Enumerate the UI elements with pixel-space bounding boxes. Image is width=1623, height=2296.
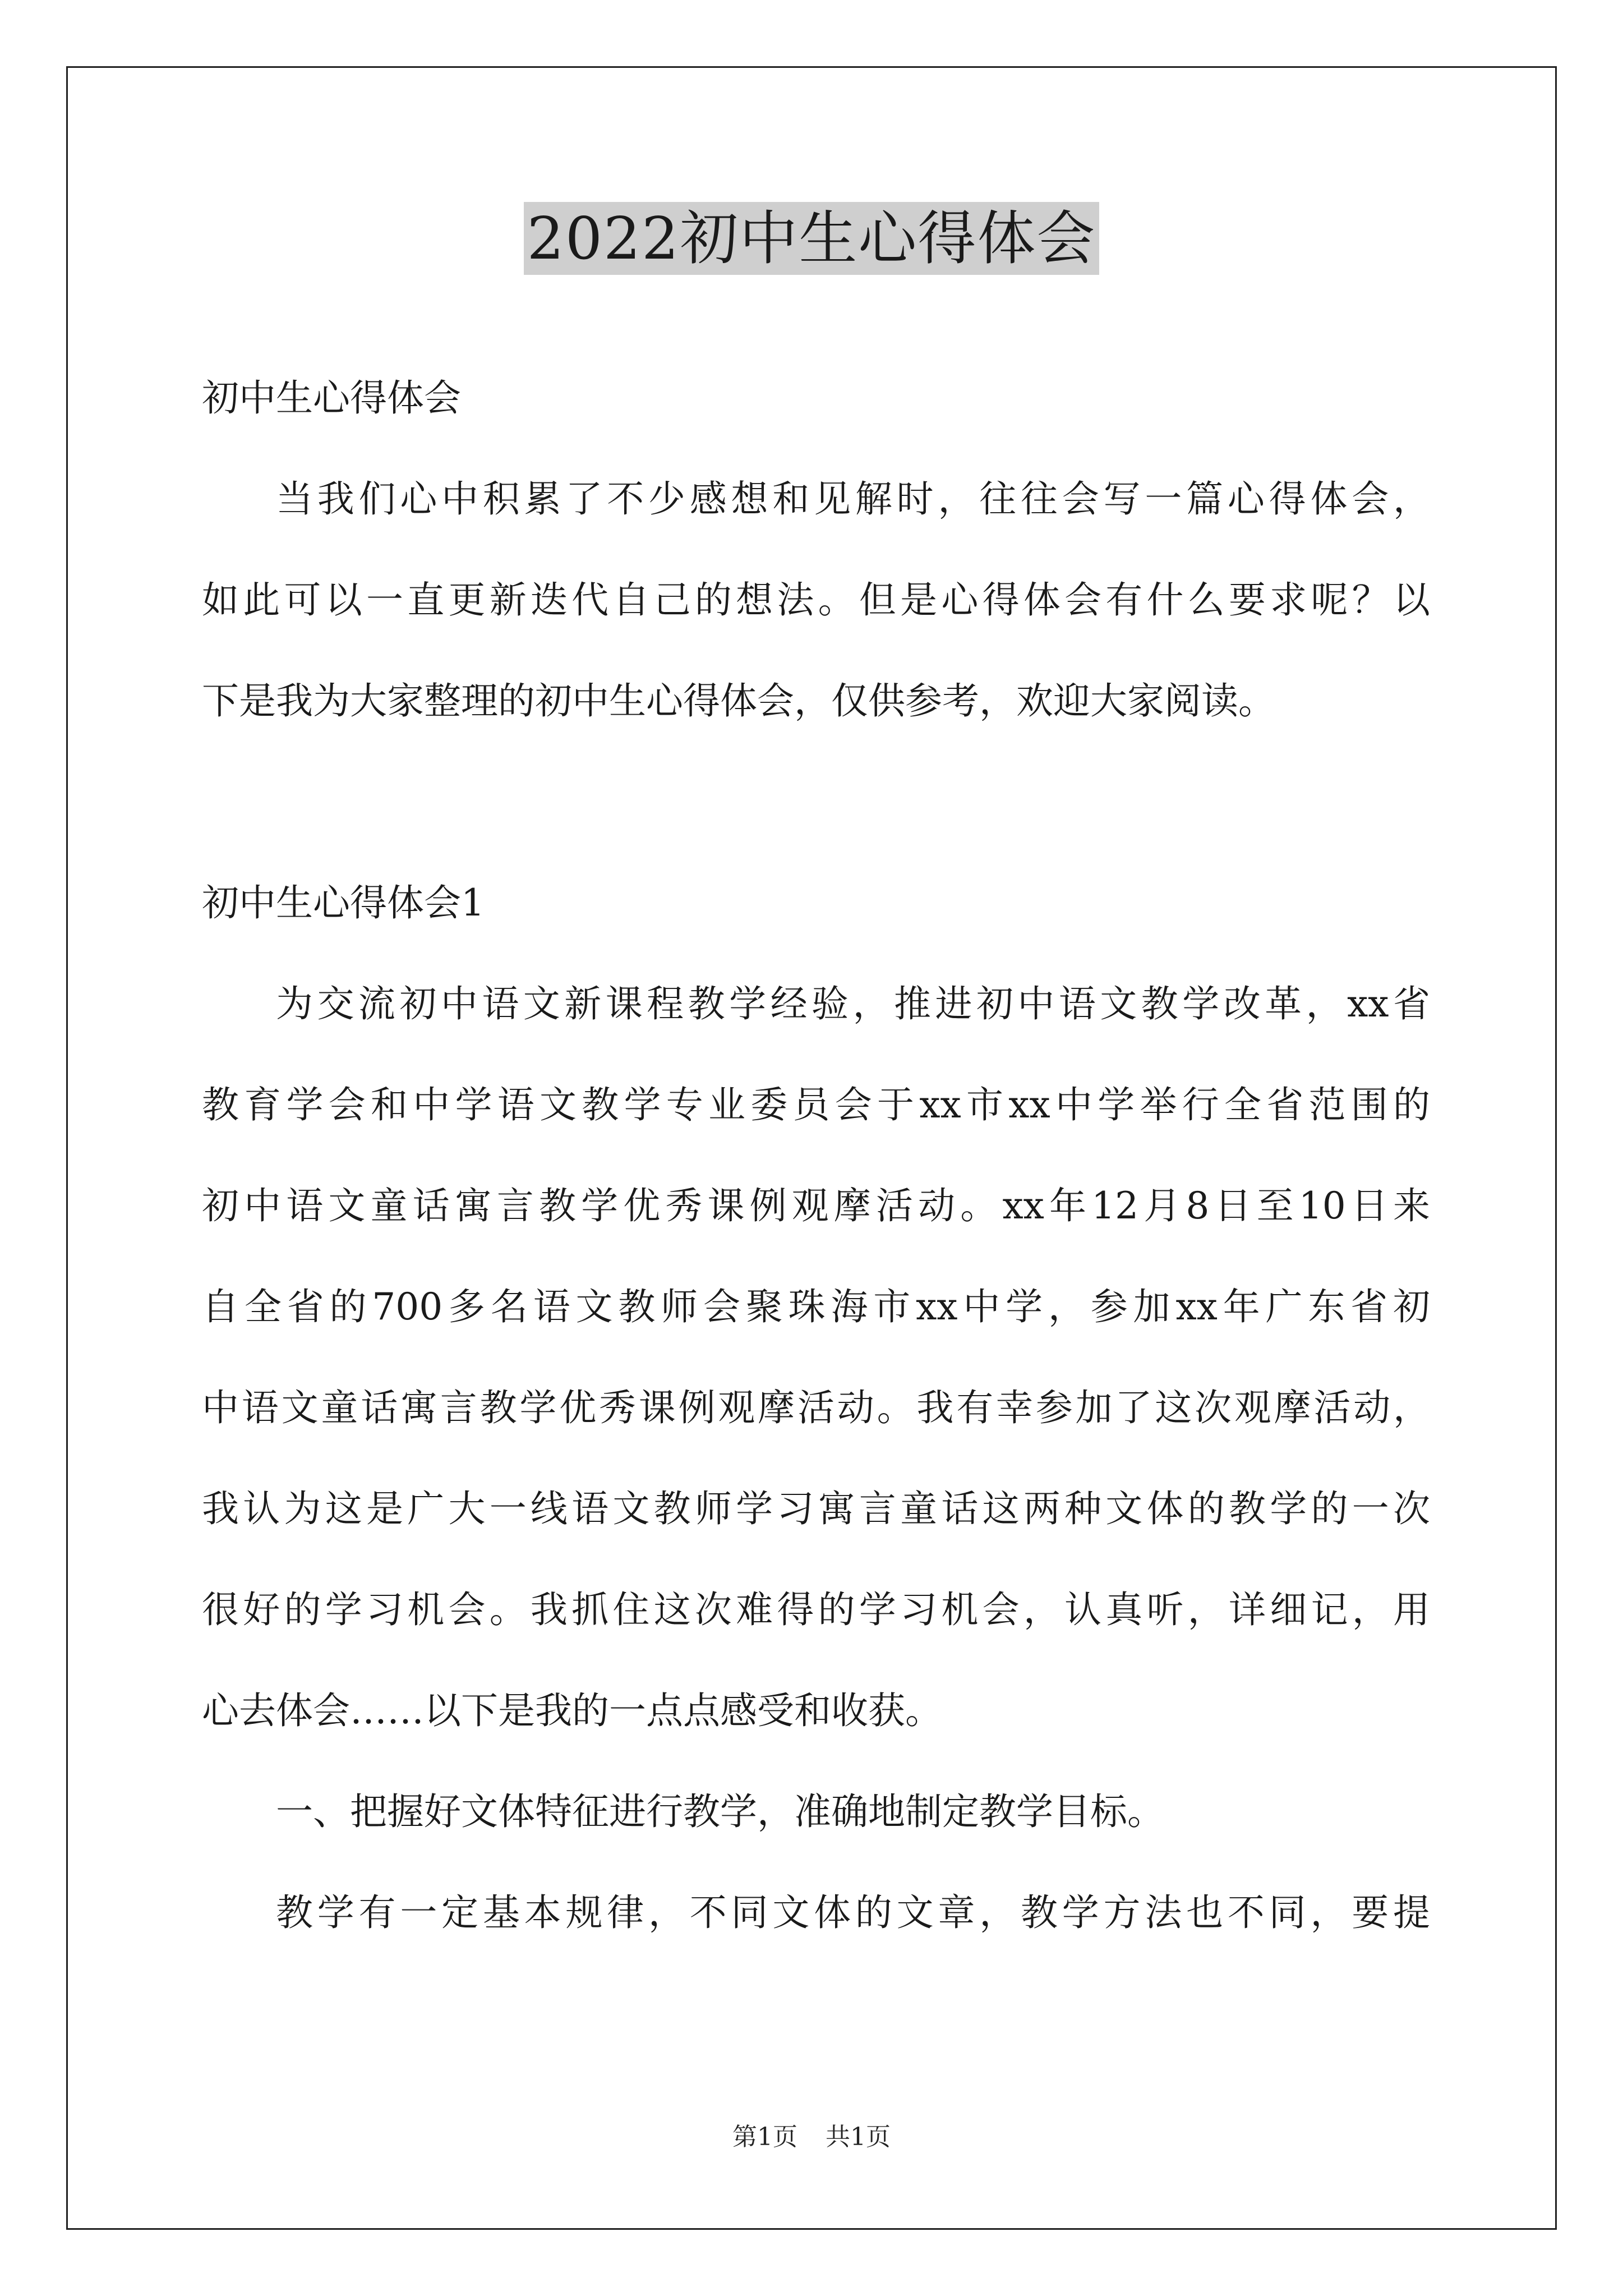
paragraph-line: 初中语文童话寓言教学优秀课例观摩活动。xx年12月8日至10日来 [202,1184,1430,1227]
paragraph-line: 很好的学习机会。我抓住这次难得的学习机会，认真听，详细记，用 [202,1588,1430,1631]
title-container [0,202,1623,275]
paragraph-line: 为交流初中语文新课程教学经验，推进初中语文教学改革，xx省 [276,982,1430,1025]
paragraph-line: 自全省的700多名语文教师会聚珠海市xx中学，参加xx年广东省初 [202,1285,1430,1328]
paragraph-line: 心去体会……以下是我的一点点感受和收获。 [202,1689,942,1732]
paragraph-line: 我认为这是广大一线语文教师学习寓言童话这两种文体的教学的一次 [202,1487,1430,1530]
paragraph-line: 一、把握好文体特征进行教学，准确地制定教学目标。 [276,1790,1164,1833]
paragraph-line: 如此可以一直更新迭代自己的想法。但是心得体会有什么要求呢？以 [202,578,1430,622]
page-footer [0,2120,1623,2154]
subtitle: 初中生心得体会 [202,376,461,420]
section-heading: 初中生心得体会1 [202,881,485,924]
document-title: 2022初中生心得体会 [524,202,1100,275]
page-number: 第1页 [732,2123,797,2151]
document-body [202,348,1430,1963]
paragraph-line: 下是我为大家整理的初中生心得体会，仅供参考，欢迎大家阅读。 [202,679,1275,723]
paragraph-line: 当我们心中积累了不少感想和见解时，往往会写一篇心得体会， [276,477,1430,521]
page-total: 共1页 [826,2123,891,2151]
spacer [202,752,1430,853]
paragraph-line: 教学有一定基本规律，不同文体的文章，教学方法也不同，要提 [276,1891,1430,1934]
paragraph-line: 教育学会和中学语文教学专业委员会于xx市xx中学举行全省范围的 [202,1083,1430,1126]
paragraph-line: 中语文童话寓言教学优秀课例观摩活动。我有幸参加了这次观摩活动， [202,1386,1430,1429]
